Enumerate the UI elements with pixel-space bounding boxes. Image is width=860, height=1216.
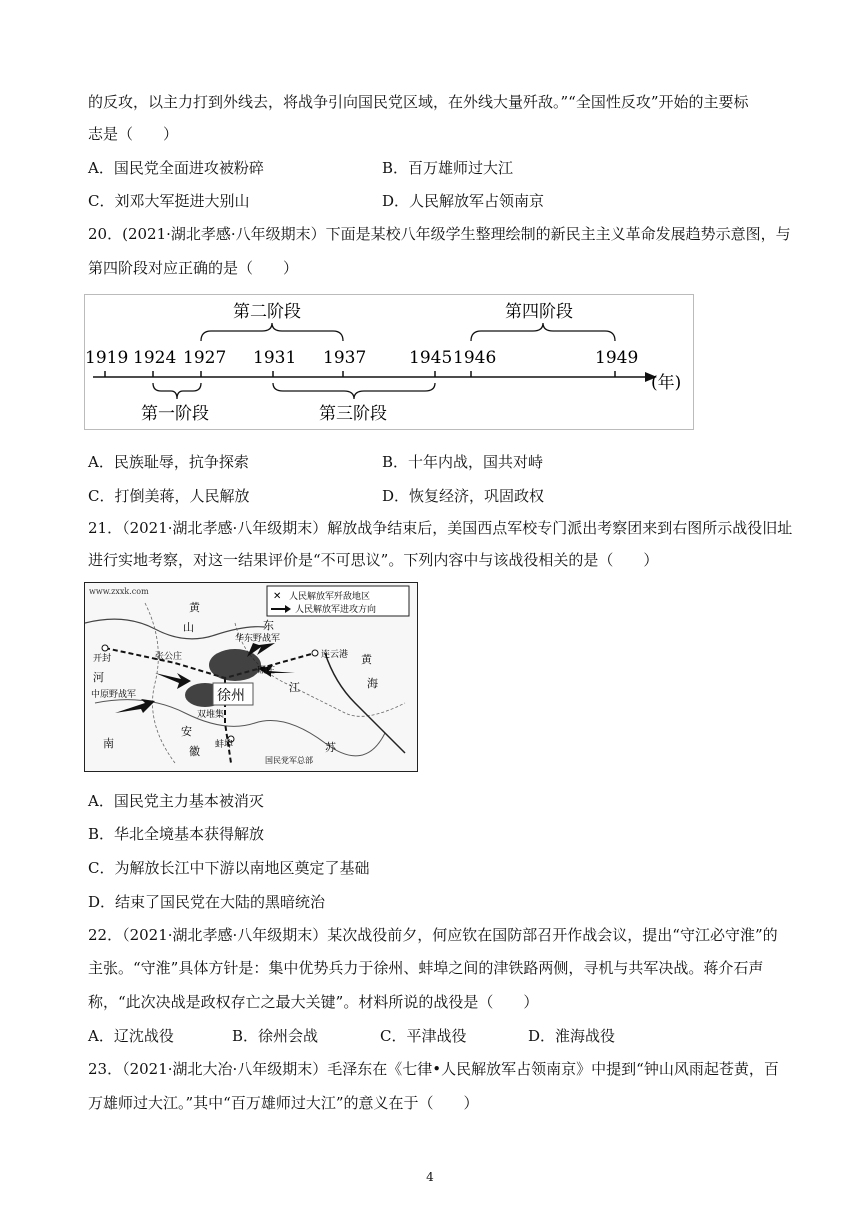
brace-stage-4	[471, 323, 615, 341]
stage-3-label: 第三阶段	[319, 404, 387, 424]
q21-option-a[interactable]: A．国民党主力基本被消灭	[88, 792, 264, 810]
q19-option-a[interactable]: A．国民党全面进攻被粉碎	[88, 159, 264, 177]
timeline-figure	[84, 294, 694, 430]
map-label-kaifeng: 开封	[93, 654, 112, 664]
timeline-diagram	[85, 295, 693, 429]
battle-area-nianzhuang	[209, 649, 261, 681]
huaihai-battle-map	[84, 582, 418, 772]
year-1931: 1931	[253, 348, 297, 368]
q20-option-d[interactable]: D．恢复经济，巩固政权	[382, 487, 545, 505]
q22-option-d[interactable]: D．淮海战役	[528, 1027, 616, 1045]
map-label-lianyungang: 连云港	[321, 650, 349, 660]
map-label-hui: 徽	[189, 745, 200, 758]
map-label-huang-sea-2: 海	[367, 677, 378, 690]
brace-stage-2	[201, 323, 343, 341]
map-label-huang: 黄	[189, 601, 200, 614]
map-label-east-china-army: 华东野战军	[235, 634, 281, 644]
q20-option-a[interactable]: A．民族耻辱，抗争探索	[88, 453, 249, 471]
q19-option-c[interactable]: C．刘邓大军挺进大别山	[88, 192, 250, 210]
q22-option-b[interactable]: B．徐州会战	[232, 1027, 319, 1045]
map-label-an: 安	[181, 725, 192, 738]
year-1946: 1946	[453, 348, 497, 368]
year-1924: 1924	[133, 348, 177, 368]
timeline-unit: (年)	[651, 373, 682, 393]
year-1919: 1919	[85, 348, 129, 368]
city-lianyungang-marker	[312, 650, 318, 656]
page-number: 4	[426, 1170, 434, 1184]
city-kaifeng-marker	[102, 645, 108, 651]
brace-stage-3	[273, 383, 435, 399]
stage-1-label: 第一阶段	[141, 404, 209, 424]
map-label-he: 河	[93, 671, 104, 684]
q22-text-line1: 22．（2021·湖北孝感·八年级期末）某次战役前夕，何应钦在国防部召开作战会议，提出“守江必守淮”的	[88, 926, 778, 944]
q21-option-c[interactable]: C．为解放长江中下游以南地区奠定了基础	[88, 859, 370, 877]
stage-4-label: 第四阶段	[505, 302, 573, 322]
year-1937: 1937	[323, 348, 367, 368]
q19-text-line1: 的反攻，以主力打到外线去，将战争引向国民党区域，在外线大量歼敌。”“全国性反攻”开始的主要标	[88, 93, 749, 111]
q20-text-line2: 第四阶段对应正确的是（ ）	[88, 259, 299, 277]
q19-text-line2: 志是（ ）	[88, 125, 179, 143]
map-label-zhanggongzhuang: 张公庄	[155, 652, 183, 662]
q22-text-line2: 主张。“守淮”具体方针是：集中优势兵力于徐州、蚌埠之间的津铁路两侧，寻机与共军决战。蒋介石声	[88, 959, 764, 977]
map-label-kmt-hq: 国民党军总部	[265, 756, 313, 765]
map-label-su: 苏	[325, 741, 336, 754]
q21-option-d[interactable]: D．结束了国民党在大陆的黑暗统治	[88, 893, 326, 911]
q23-text-line1: 23．（2021·湖北大冶·八年级期末）毛泽东在《七律•人民解放军占领南京》中提到“钟山风雨起苍黄，百	[88, 1060, 779, 1078]
timeline-ticks	[105, 371, 615, 377]
q22-text-line3: 称，“此次决战是政权存亡之最大关键”。材料所说的战役是（ ）	[88, 993, 539, 1011]
map-label-nan: 南	[103, 737, 114, 750]
q19-option-d[interactable]: D．人民解放军占领南京	[382, 192, 545, 210]
q21-text-line1: 21．（2021·湖北孝感·八年级期末）解放战争结束后，美国西点军校专门派出考察团来到右图所示战役旧址	[88, 519, 793, 537]
q23-text-line2: 万雄师过大江。”其中“百万雄师过大江”的意义在于（ ）	[88, 1094, 479, 1112]
brace-stage-1	[153, 383, 201, 399]
map-label-bengbu: 蚌埠	[215, 740, 234, 750]
legend-label-1: 人民解放军歼敌地区	[289, 592, 371, 602]
map-label-huang-sea-1: 黄	[361, 653, 372, 666]
map-label-shuangduiji: 双堆集	[197, 710, 225, 720]
map-label-jiang: 江	[289, 681, 300, 694]
q21-option-b[interactable]: B．华北全境基本获得解放	[88, 825, 265, 843]
q20-option-b[interactable]: B．十年内战，国共对峙	[382, 453, 544, 471]
q19-option-b[interactable]: B．百万雄师过大江	[382, 159, 514, 177]
stage-2-label: 第二阶段	[233, 302, 301, 322]
battle-map-svg	[85, 583, 417, 771]
legend-cross-icon: ✕	[273, 591, 282, 602]
q20-option-c[interactable]: C．打倒美蒋，人民解放	[88, 487, 250, 505]
legend-label-2: 人民解放军进攻方向	[295, 605, 377, 615]
q21-text-line2: 进行实地考察，对这一结果评价是“不可思议”。下列内容中与该战役相关的是（ ）	[88, 551, 659, 569]
year-1945: 1945	[409, 348, 453, 368]
q22-option-a[interactable]: A．辽沈战役	[88, 1027, 174, 1045]
map-label-dong: 东	[263, 619, 274, 632]
year-1949: 1949	[595, 348, 639, 368]
q20-text-line1: 20．(2021·湖北孝感·八年级期末）下面是某校八年级学生整理绘制的新民主主义革命发展趋势示意图，与	[88, 225, 791, 243]
map-label-shan: 山	[183, 621, 194, 634]
map-label-nianzhuang: 碾庄	[257, 666, 276, 676]
q22-option-c[interactable]: C．平津战役	[380, 1027, 467, 1045]
map-label-central-plains-army: 中原野战军	[91, 690, 137, 700]
xuzhou-label: 徐州	[217, 688, 245, 704]
map-watermark: www.zxxk.com	[89, 587, 149, 596]
year-1927: 1927	[183, 348, 227, 368]
